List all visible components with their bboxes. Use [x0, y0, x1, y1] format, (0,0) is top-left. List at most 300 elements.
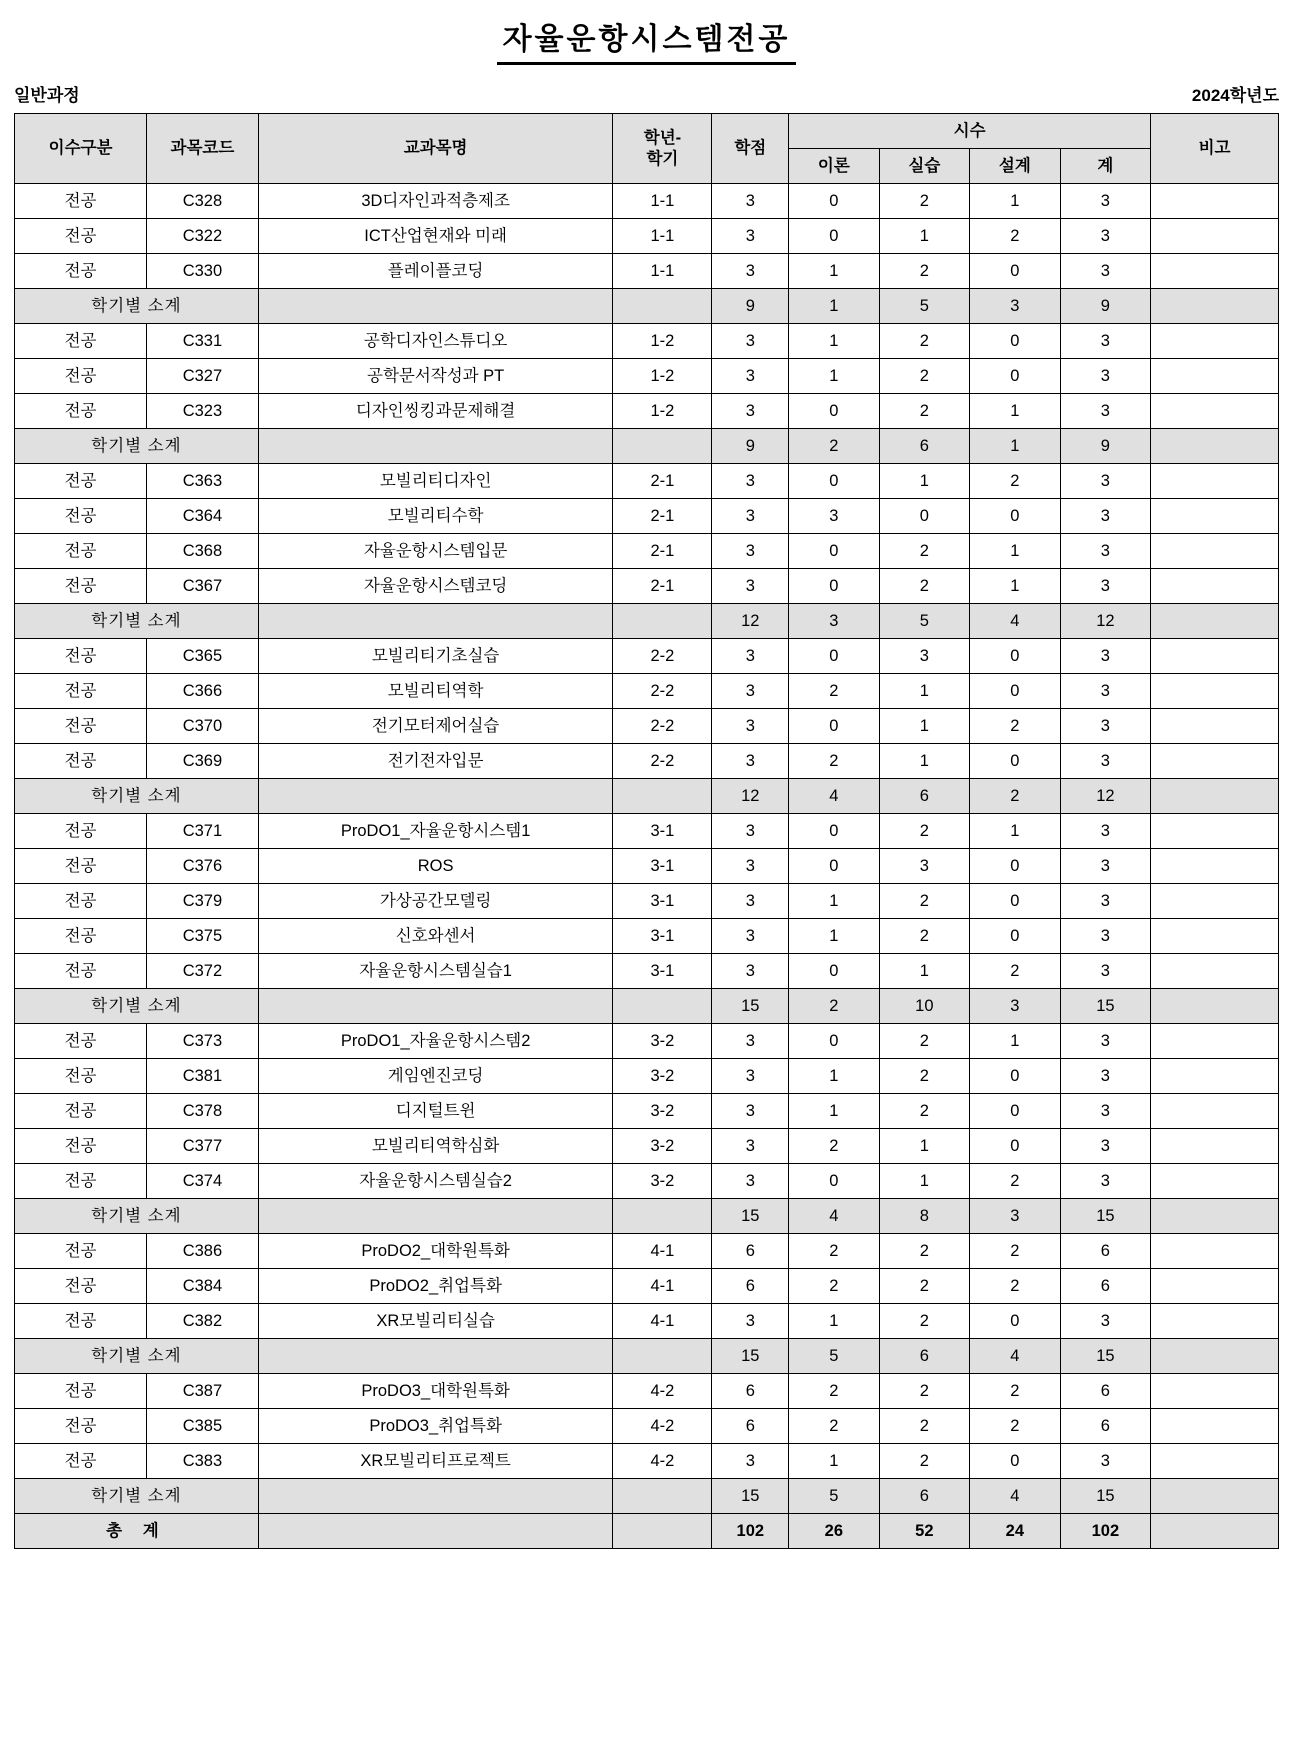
- cell-credit: 3: [712, 534, 789, 569]
- cell-design: 2: [970, 219, 1061, 254]
- cell-practice: 2: [879, 1234, 970, 1269]
- cell-course: 디지털트윈: [258, 1094, 613, 1129]
- cell-design: 0: [970, 744, 1061, 779]
- cell-credit: 3: [712, 639, 789, 674]
- cell-note: [1151, 779, 1279, 814]
- table-row: [15, 1374, 1279, 1409]
- cell-theory: 2: [789, 1129, 880, 1164]
- cell-course: ProDO3_취업특화: [258, 1409, 613, 1444]
- cell-note: [1151, 989, 1279, 1024]
- cell-theory: 1: [789, 359, 880, 394]
- cell-credit: 6: [712, 1234, 789, 1269]
- cell-design: 1: [970, 569, 1061, 604]
- cell-design: 2: [970, 1374, 1061, 1409]
- cell-code: C367: [147, 569, 259, 604]
- cell-credit: 3: [712, 359, 789, 394]
- table-row: [15, 639, 1279, 674]
- cell-course: [258, 779, 613, 814]
- cell-practice: 2: [879, 324, 970, 359]
- cell-design: 0: [970, 1129, 1061, 1164]
- cell-theory: 0: [789, 534, 880, 569]
- cell-practice: 2: [879, 1444, 970, 1479]
- cell-term: 2-2: [613, 709, 712, 744]
- cell-credit: 3: [712, 569, 789, 604]
- cell-note: [1151, 219, 1279, 254]
- cell-credit: 12: [712, 779, 789, 814]
- cell-design: 0: [970, 919, 1061, 954]
- cell-course: ROS: [258, 849, 613, 884]
- table-row: [15, 814, 1279, 849]
- cell-term: 2-2: [613, 744, 712, 779]
- cell-total: 15: [1060, 1479, 1151, 1514]
- cell-credit: 15: [712, 1199, 789, 1234]
- cell-term: [613, 1514, 712, 1549]
- cell-practice: 1: [879, 674, 970, 709]
- cell-note: [1151, 569, 1279, 604]
- cell-term: [613, 289, 712, 324]
- cell-credit: 3: [712, 1059, 789, 1094]
- cell-note: [1151, 884, 1279, 919]
- subtotal-row: [15, 289, 1279, 324]
- cell-code: C385: [147, 1409, 259, 1444]
- cell-theory: 0: [789, 464, 880, 499]
- title-area: [14, 0, 1279, 65]
- cell-course: [258, 429, 613, 464]
- cell-credit: 9: [712, 289, 789, 324]
- cell-course: ProDO1_자율운항시스템2: [258, 1024, 613, 1059]
- column-header-term-line2: 학기: [646, 149, 679, 168]
- cell-division: 총 계: [15, 1514, 259, 1549]
- table-row: [15, 1059, 1279, 1094]
- cell-design: 0: [970, 359, 1061, 394]
- cell-course: [258, 1199, 613, 1234]
- cell-design: 0: [970, 1444, 1061, 1479]
- cell-theory: 0: [789, 639, 880, 674]
- cell-code: C372: [147, 954, 259, 989]
- cell-term: [613, 604, 712, 639]
- cell-credit: 3: [712, 394, 789, 429]
- cell-division: 전공: [15, 499, 147, 534]
- cell-note: [1151, 429, 1279, 464]
- cell-division: 전공: [15, 219, 147, 254]
- cell-credit: 6: [712, 1269, 789, 1304]
- cell-total: 15: [1060, 989, 1151, 1024]
- cell-theory: 1: [789, 1444, 880, 1479]
- cell-credit: 3: [712, 674, 789, 709]
- cell-course: 신호와센서: [258, 919, 613, 954]
- cell-code: C373: [147, 1024, 259, 1059]
- cell-total: 3: [1060, 1304, 1151, 1339]
- cell-term: 1-1: [613, 254, 712, 289]
- cell-code: C327: [147, 359, 259, 394]
- cell-code: C330: [147, 254, 259, 289]
- cell-credit: 3: [712, 1164, 789, 1199]
- cell-division: 전공: [15, 744, 147, 779]
- cell-total: 3: [1060, 324, 1151, 359]
- cell-term: 4-2: [613, 1374, 712, 1409]
- cell-practice: 2: [879, 1269, 970, 1304]
- cell-note: [1151, 289, 1279, 324]
- cell-division: 전공: [15, 1059, 147, 1094]
- table-row: [15, 219, 1279, 254]
- table-row: [15, 359, 1279, 394]
- cell-theory: 2: [789, 1234, 880, 1269]
- cell-total: 3: [1060, 814, 1151, 849]
- cell-term: [613, 1199, 712, 1234]
- cell-credit: 3: [712, 219, 789, 254]
- table-header-row-1: [15, 114, 1279, 149]
- cell-note: [1151, 499, 1279, 534]
- cell-credit: 12: [712, 604, 789, 639]
- table-row: [15, 1234, 1279, 1269]
- cell-division: 학기별 소계: [15, 989, 259, 1024]
- cell-credit: 3: [712, 744, 789, 779]
- cell-code: C375: [147, 919, 259, 954]
- cell-total: 3: [1060, 1024, 1151, 1059]
- cell-division: 전공: [15, 674, 147, 709]
- cell-practice: 1: [879, 219, 970, 254]
- cell-total: 3: [1060, 1094, 1151, 1129]
- cell-design: 2: [970, 464, 1061, 499]
- table-row: [15, 1409, 1279, 1444]
- cell-total: 3: [1060, 359, 1151, 394]
- column-header-total: 계: [1060, 149, 1151, 184]
- cell-course: [258, 1339, 613, 1374]
- column-header-term-line1: 학년-: [643, 128, 682, 147]
- cell-course: ProDO2_대학원특화: [258, 1234, 613, 1269]
- cell-practice: 3: [879, 639, 970, 674]
- cell-term: [613, 779, 712, 814]
- cell-note: [1151, 359, 1279, 394]
- cell-term: 4-1: [613, 1234, 712, 1269]
- column-header-credit: 학점: [712, 114, 789, 184]
- subtotal-row: [15, 1199, 1279, 1234]
- cell-division: 전공: [15, 919, 147, 954]
- cell-total: 3: [1060, 394, 1151, 429]
- cell-practice: 5: [879, 604, 970, 639]
- table-row: [15, 464, 1279, 499]
- column-header-division: 이수구분: [15, 114, 147, 184]
- cell-code: C377: [147, 1129, 259, 1164]
- cell-course: ProDO1_자율운항시스템1: [258, 814, 613, 849]
- cell-practice: 6: [879, 429, 970, 464]
- cell-division: 전공: [15, 814, 147, 849]
- cell-term: [613, 989, 712, 1024]
- cell-design: 2: [970, 1409, 1061, 1444]
- cell-total: 9: [1060, 429, 1151, 464]
- cell-course: [258, 604, 613, 639]
- cell-term: 4-1: [613, 1269, 712, 1304]
- cell-code: C387: [147, 1374, 259, 1409]
- cell-theory: 0: [789, 394, 880, 429]
- cell-design: 0: [970, 499, 1061, 534]
- cell-theory: 2: [789, 674, 880, 709]
- cell-total: 3: [1060, 884, 1151, 919]
- cell-note: [1151, 1059, 1279, 1094]
- cell-theory: 0: [789, 814, 880, 849]
- cell-design: 1: [970, 1024, 1061, 1059]
- cell-theory: 3: [789, 499, 880, 534]
- cell-theory: 0: [789, 219, 880, 254]
- cell-design: 0: [970, 254, 1061, 289]
- table-row: [15, 884, 1279, 919]
- cell-division: 전공: [15, 639, 147, 674]
- cell-course: 자율운항시스템실습1: [258, 954, 613, 989]
- cell-theory: 1: [789, 919, 880, 954]
- cell-term: 1-2: [613, 324, 712, 359]
- cell-division: 전공: [15, 849, 147, 884]
- table-row: [15, 674, 1279, 709]
- cell-division: 전공: [15, 569, 147, 604]
- cell-credit: 3: [712, 849, 789, 884]
- table-row: [15, 1129, 1279, 1164]
- table-row: [15, 569, 1279, 604]
- cell-code: C383: [147, 1444, 259, 1479]
- table-row: [15, 534, 1279, 569]
- cell-course: [258, 289, 613, 324]
- cell-theory: 4: [789, 779, 880, 814]
- cell-theory: 1: [789, 884, 880, 919]
- cell-practice: 10: [879, 989, 970, 1024]
- cell-code: C322: [147, 219, 259, 254]
- cell-total: 9: [1060, 289, 1151, 324]
- cell-division: 전공: [15, 1129, 147, 1164]
- cell-term: 3-1: [613, 884, 712, 919]
- curriculum-table: [14, 113, 1279, 1549]
- cell-course: ProDO3_대학원특화: [258, 1374, 613, 1409]
- cell-practice: 8: [879, 1199, 970, 1234]
- page-title: 자율운항시스템전공: [497, 14, 797, 65]
- table-body: [15, 184, 1279, 1549]
- cell-practice: 1: [879, 709, 970, 744]
- cell-note: [1151, 1514, 1279, 1549]
- table-row: [15, 919, 1279, 954]
- cell-course: ICT산업현재와 미래: [258, 219, 613, 254]
- cell-practice: 2: [879, 919, 970, 954]
- cell-design: 0: [970, 324, 1061, 359]
- cell-theory: 2: [789, 1409, 880, 1444]
- cell-design: 2: [970, 1164, 1061, 1199]
- cell-division: 전공: [15, 1304, 147, 1339]
- cell-practice: 2: [879, 1094, 970, 1129]
- cell-term: 4-2: [613, 1444, 712, 1479]
- cell-total: 3: [1060, 464, 1151, 499]
- subtotal-row: [15, 989, 1279, 1024]
- cell-total: 6: [1060, 1234, 1151, 1269]
- cell-code: C328: [147, 184, 259, 219]
- cell-course: 공학문서작성과 PT: [258, 359, 613, 394]
- cell-note: [1151, 254, 1279, 289]
- cell-code: C378: [147, 1094, 259, 1129]
- cell-theory: 0: [789, 1024, 880, 1059]
- cell-practice: 6: [879, 779, 970, 814]
- cell-course: 가상공간모델링: [258, 884, 613, 919]
- cell-term: 2-2: [613, 674, 712, 709]
- subtotal-row: [15, 779, 1279, 814]
- cell-design: 2: [970, 1269, 1061, 1304]
- cell-credit: 3: [712, 709, 789, 744]
- cell-credit: 3: [712, 814, 789, 849]
- cell-course: 전기모터제어실습: [258, 709, 613, 744]
- cell-total: 3: [1060, 569, 1151, 604]
- cell-theory: 3: [789, 604, 880, 639]
- cell-term: 2-1: [613, 499, 712, 534]
- cell-total: 12: [1060, 604, 1151, 639]
- cell-division: 전공: [15, 709, 147, 744]
- cell-note: [1151, 919, 1279, 954]
- cell-theory: 1: [789, 254, 880, 289]
- cell-note: [1151, 1374, 1279, 1409]
- cell-term: 1-1: [613, 219, 712, 254]
- cell-theory: 2: [789, 1374, 880, 1409]
- cell-credit: 3: [712, 324, 789, 359]
- cell-credit: 3: [712, 919, 789, 954]
- cell-design: 3: [970, 289, 1061, 324]
- cell-term: 4-1: [613, 1304, 712, 1339]
- cell-division: 전공: [15, 1269, 147, 1304]
- cell-course: 디자인씽킹과문제해결: [258, 394, 613, 429]
- cell-note: [1151, 709, 1279, 744]
- cell-term: 1-2: [613, 394, 712, 429]
- cell-theory: 1: [789, 1304, 880, 1339]
- cell-note: [1151, 849, 1279, 884]
- cell-design: 0: [970, 674, 1061, 709]
- table-row: [15, 954, 1279, 989]
- cell-note: [1151, 1094, 1279, 1129]
- cell-credit: 102: [712, 1514, 789, 1549]
- table-row: [15, 394, 1279, 429]
- cell-total: 3: [1060, 1164, 1151, 1199]
- table-row: [15, 1164, 1279, 1199]
- table-row: [15, 709, 1279, 744]
- cell-term: [613, 429, 712, 464]
- cell-note: [1151, 324, 1279, 359]
- cell-term: 3-1: [613, 814, 712, 849]
- cell-note: [1151, 1444, 1279, 1479]
- cell-term: 2-1: [613, 569, 712, 604]
- cell-note: [1151, 1339, 1279, 1374]
- cell-credit: 6: [712, 1374, 789, 1409]
- cell-practice: 2: [879, 1059, 970, 1094]
- cell-division: 전공: [15, 534, 147, 569]
- table-row: [15, 324, 1279, 359]
- cell-note: [1151, 1199, 1279, 1234]
- cell-theory: 2: [789, 744, 880, 779]
- table-row: [15, 499, 1279, 534]
- cell-total: 3: [1060, 709, 1151, 744]
- cell-course: 게임엔진코딩: [258, 1059, 613, 1094]
- column-header-theory: 이론: [789, 149, 880, 184]
- cell-division: 전공: [15, 254, 147, 289]
- cell-theory: 0: [789, 709, 880, 744]
- cell-course: XR모빌리티실습: [258, 1304, 613, 1339]
- cell-course: 플레이플코딩: [258, 254, 613, 289]
- cell-credit: 3: [712, 254, 789, 289]
- cell-course: 모빌리티수학: [258, 499, 613, 534]
- cell-division: 학기별 소계: [15, 604, 259, 639]
- cell-design: 2: [970, 954, 1061, 989]
- cell-term: 2-2: [613, 639, 712, 674]
- cell-practice: 1: [879, 744, 970, 779]
- cell-theory: 0: [789, 569, 880, 604]
- cell-note: [1151, 1479, 1279, 1514]
- cell-term: 2-1: [613, 464, 712, 499]
- cell-total: 3: [1060, 1129, 1151, 1164]
- cell-division: 학기별 소계: [15, 429, 259, 464]
- subtotal-row: [15, 604, 1279, 639]
- cell-total: 3: [1060, 254, 1151, 289]
- cell-note: [1151, 1234, 1279, 1269]
- cell-practice: 52: [879, 1514, 970, 1549]
- cell-total: 3: [1060, 219, 1151, 254]
- cell-division: 전공: [15, 324, 147, 359]
- cell-credit: 3: [712, 1304, 789, 1339]
- table-row: [15, 849, 1279, 884]
- cell-design: 0: [970, 849, 1061, 884]
- subtotal-row: [15, 1339, 1279, 1374]
- cell-credit: 3: [712, 1024, 789, 1059]
- cell-code: C364: [147, 499, 259, 534]
- subheader: [14, 81, 1279, 106]
- cell-theory: 26: [789, 1514, 880, 1549]
- cell-term: [613, 1479, 712, 1514]
- cell-total: 6: [1060, 1374, 1151, 1409]
- cell-code: C363: [147, 464, 259, 499]
- cell-course: ProDO2_취업특화: [258, 1269, 613, 1304]
- cell-division: 전공: [15, 1409, 147, 1444]
- cell-credit: 3: [712, 499, 789, 534]
- cell-practice: 2: [879, 184, 970, 219]
- cell-theory: 0: [789, 954, 880, 989]
- cell-credit: 15: [712, 989, 789, 1024]
- cell-course: 자율운항시스템실습2: [258, 1164, 613, 1199]
- cell-note: [1151, 534, 1279, 569]
- cell-term: 1-2: [613, 359, 712, 394]
- cell-practice: 2: [879, 534, 970, 569]
- cell-design: 2: [970, 1234, 1061, 1269]
- cell-term: 3-1: [613, 919, 712, 954]
- cell-credit: 3: [712, 1129, 789, 1164]
- cell-practice: 2: [879, 394, 970, 429]
- cell-practice: 6: [879, 1479, 970, 1514]
- cell-practice: 2: [879, 1374, 970, 1409]
- cell-division: 학기별 소계: [15, 289, 259, 324]
- cell-note: [1151, 1269, 1279, 1304]
- cell-design: 4: [970, 1479, 1061, 1514]
- cell-practice: 1: [879, 954, 970, 989]
- cell-practice: 2: [879, 1304, 970, 1339]
- cell-note: [1151, 814, 1279, 849]
- cell-theory: 1: [789, 324, 880, 359]
- cell-division: 전공: [15, 1444, 147, 1479]
- cell-credit: 3: [712, 464, 789, 499]
- cell-credit: 3: [712, 184, 789, 219]
- cell-credit: 3: [712, 884, 789, 919]
- cell-code: C369: [147, 744, 259, 779]
- cell-course: XR모빌리티프로젝트: [258, 1444, 613, 1479]
- cell-practice: 1: [879, 1129, 970, 1164]
- cell-code: C384: [147, 1269, 259, 1304]
- cell-total: 3: [1060, 954, 1151, 989]
- cell-practice: 6: [879, 1339, 970, 1374]
- table-row: [15, 1444, 1279, 1479]
- table-row: [15, 1024, 1279, 1059]
- cell-theory: 2: [789, 429, 880, 464]
- cell-course: 자율운항시스템코딩: [258, 569, 613, 604]
- column-header-practice: 실습: [879, 149, 970, 184]
- cell-credit: 6: [712, 1409, 789, 1444]
- cell-theory: 1: [789, 1094, 880, 1129]
